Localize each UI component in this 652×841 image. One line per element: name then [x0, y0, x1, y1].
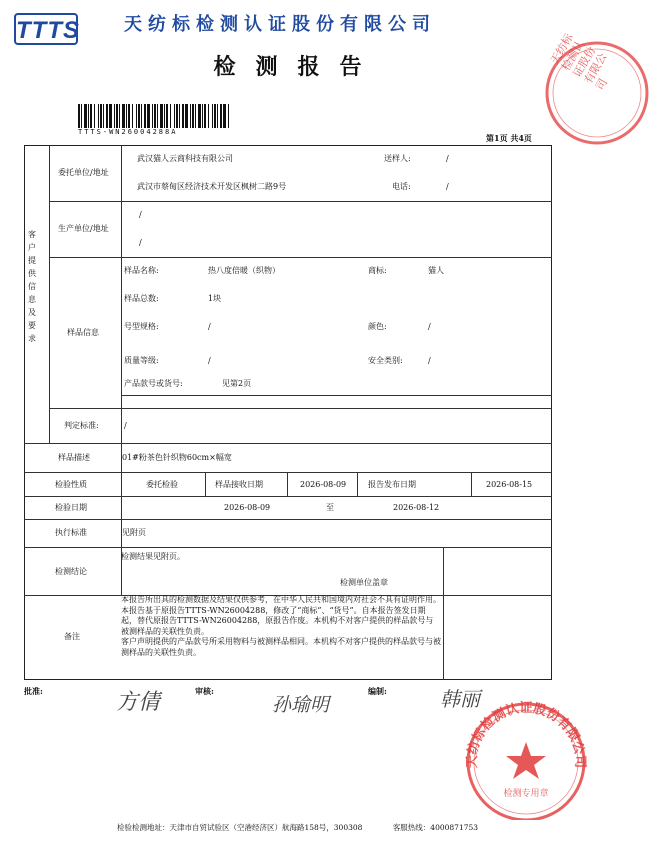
- client-info-section-label: 客户提供信息及要求: [28, 230, 36, 343]
- report-date-value: 2026-08-15: [486, 480, 533, 489]
- seal-top-right-text: 天纺标检测认证股份有限公司: [548, 31, 610, 93]
- remarks-line: 本报告所出具的检测数据及结果仅供参考，在中华人民共和国境内对社会不具有证明作用。: [121, 595, 441, 604]
- consignor-address: 武汉市蔡甸区经济技术开发区枫树二路9号: [137, 182, 287, 191]
- description-label: 样品描述: [58, 453, 90, 462]
- sender-value: /: [446, 154, 449, 163]
- conclusion-label: 检测结论: [55, 567, 87, 576]
- model-value: /: [208, 322, 211, 331]
- model-label: 号型规格:: [124, 322, 159, 331]
- test-date-start: 2026-08-09: [224, 503, 271, 512]
- exec-standard-value: 见附页: [122, 528, 146, 537]
- producer-name: /: [139, 210, 142, 219]
- table-line: [471, 472, 472, 496]
- phone-label: 电话:: [392, 182, 411, 191]
- approve-label: 批准:: [24, 686, 43, 696]
- test-type-value: 委托检验: [146, 480, 178, 489]
- table-line: [287, 472, 288, 496]
- color-label: 颜色:: [368, 322, 387, 331]
- test-date-end: 2026-08-12: [393, 503, 440, 512]
- table-line: [49, 257, 552, 258]
- remarks-label: 备注: [64, 632, 80, 641]
- item-no-value: 见第2页: [222, 379, 252, 388]
- review-label: 审核:: [195, 686, 214, 696]
- table-line: [24, 443, 552, 444]
- description-value: 01#粉茶色针织物60cm×幅宽: [122, 453, 232, 462]
- standard-value: /: [124, 421, 127, 430]
- footer-address: 检验检测地址：天津市自贸试验区（空港经济区）航海路158号，300308: [116, 823, 363, 832]
- sample-count-label: 样品总数:: [124, 294, 159, 303]
- item-no-label: 产品款号或货号:: [124, 379, 183, 388]
- consignor-name: 武汉猫人云商科技有限公司: [137, 154, 233, 163]
- color-value: /: [428, 322, 431, 331]
- conclusion-seal-note: 检测单位盖章: [340, 578, 388, 587]
- consignor-label: 委托单位/地址: [58, 168, 109, 177]
- brand-value: 猫人: [428, 266, 444, 275]
- table-line: [24, 496, 552, 497]
- seal-center-text: 检测专用章: [503, 789, 549, 799]
- prepare-signature: 韩丽: [440, 687, 480, 711]
- brand-label: 商标:: [368, 266, 387, 275]
- remarks-content: [121, 595, 441, 659]
- report-title: 检测报告: [213, 55, 382, 80]
- sample-info-label: 样品信息: [67, 328, 99, 337]
- receive-date-value: 2026-08-09: [300, 480, 347, 489]
- table-line: [24, 519, 552, 520]
- grade-value: /: [208, 356, 211, 365]
- test-date-label: 检验日期: [55, 503, 87, 512]
- safety-value: /: [428, 356, 431, 365]
- standard-label: 判定标准:: [64, 421, 99, 430]
- table-line: [49, 201, 552, 202]
- footer: [0, 822, 595, 833]
- producer-address: /: [139, 238, 142, 247]
- sample-count-value: 1块: [208, 294, 222, 303]
- test-date-to: 至: [326, 503, 334, 512]
- page-number: 第1页 共4页: [486, 133, 532, 143]
- conclusion-value: 检测结果见附页。: [121, 552, 185, 561]
- table-line: [24, 547, 552, 548]
- sample-name-value: 热八度倍暖（织物）: [208, 266, 280, 275]
- test-type-label: 检验性质: [55, 480, 87, 489]
- prepare-label: 编制:: [368, 686, 387, 696]
- phone-value: /: [446, 182, 449, 191]
- producer-label: 生产单位/地址: [58, 224, 109, 233]
- table-line: [205, 472, 206, 496]
- sample-name-label: 样品名称:: [124, 266, 159, 275]
- table-line: [121, 395, 552, 409]
- company-logo: TTTS: [14, 13, 78, 45]
- seal-ring-text: 天纺标检测认证股份有限公司: [464, 701, 588, 769]
- remarks-line: 客户声明提供的产品款号所采用物料与被测样品相同。本机构不对客户提供的样品款号与被测样品的关联性负责。: [121, 637, 441, 657]
- table-line: [49, 145, 50, 443]
- report-date-label: 报告发布日期: [368, 480, 416, 489]
- review-signature: 孙瑜明: [272, 694, 330, 716]
- sender-label: 送样人:: [384, 154, 411, 163]
- grade-label: 质量等级:: [124, 356, 159, 365]
- exec-standard-label: 执行标准: [55, 528, 87, 537]
- table-line: [357, 472, 358, 496]
- receive-date-label: 样品接收日期: [215, 480, 263, 489]
- company-name: 天纺标检测认证股份有限公司: [124, 14, 436, 35]
- table-line: [24, 472, 552, 473]
- table-line: [443, 547, 444, 680]
- barcode-icon: [78, 104, 230, 128]
- remarks-line: 本报告基于原报告TTTS-WN26004288，修改了“商标”、“货号”。自本报告签发日期起，替代原报告TTTS-WN26004288，原报告作废。本机构不对客户提供的样品款号与被测样品的关联性负责。: [121, 605, 434, 636]
- official-seal-icon: [456, 690, 596, 820]
- safety-label: 安全类别:: [368, 356, 403, 365]
- report-number: TTTS-WN26004288A: [78, 128, 178, 136]
- approve-signature: 方倩: [116, 690, 161, 715]
- footer-hotline: 客服热线：4000871753: [392, 823, 479, 832]
